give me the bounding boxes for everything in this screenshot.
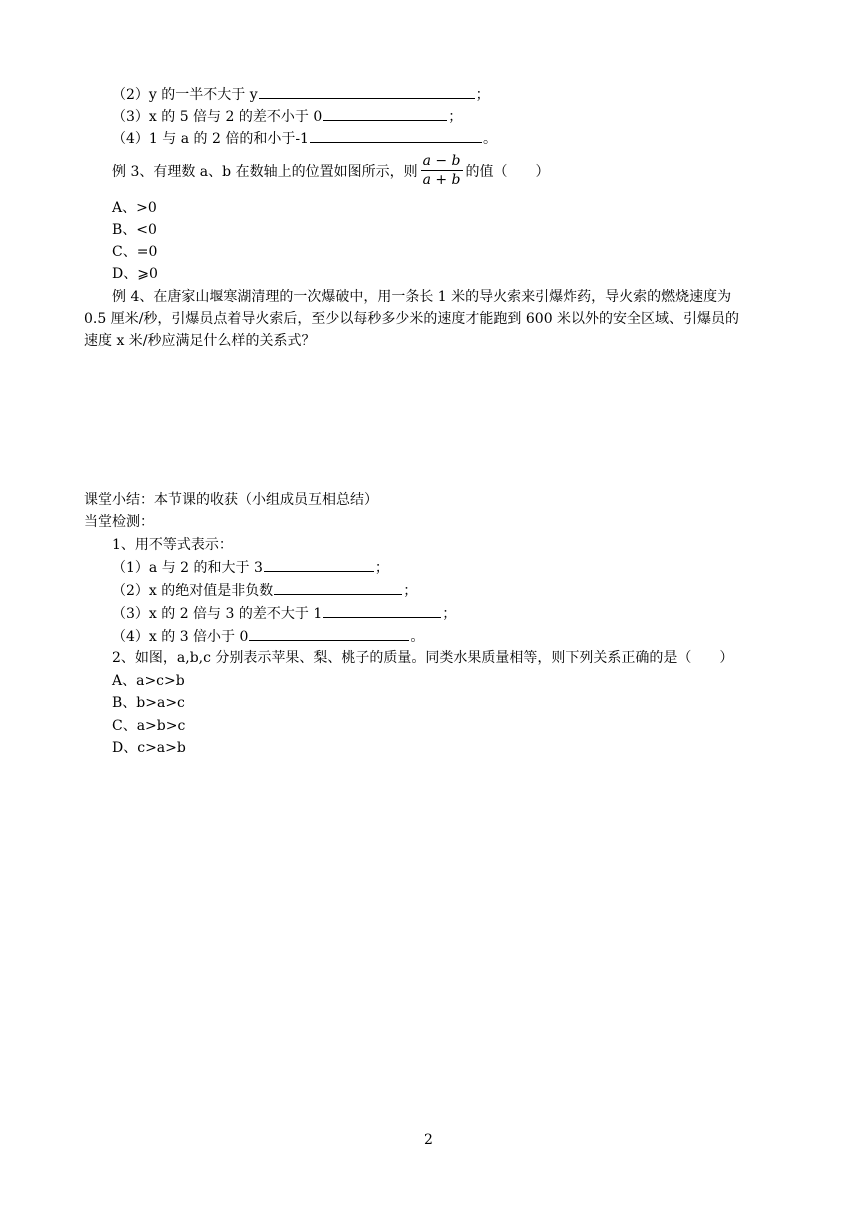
q2-option-a[interactable]: A、a>c>b bbox=[112, 673, 185, 689]
item-2: （2）y 的一半不大于 y ； bbox=[112, 84, 490, 105]
example-4-line-3: 速度 x 米/秒应满足什么样的关系式？ bbox=[84, 333, 316, 349]
answer-blank[interactable] bbox=[259, 84, 475, 99]
example-3: 例 3、有理数 a、b 在数轴上的位置如图所示，则 $\frac{a - b}{a + b}$ 的值（ ） bbox=[112, 152, 550, 188]
q2-option-b[interactable]: B、b>a>c bbox=[112, 695, 185, 711]
example-4-line-2: 0.5 厘米/秒，引爆员点着导火索后，至少以每秒多少米的速度才能跑到 600 米以外的安全区域、引爆员的 bbox=[84, 311, 740, 327]
class-summary: 课堂小结：本节课的收获（小组成员互相总结） bbox=[84, 492, 378, 508]
answer-blank[interactable] bbox=[323, 603, 441, 618]
question-1-item-1: （1）a 与 2 的和大于 3 ； bbox=[112, 557, 389, 578]
answer-blank[interactable] bbox=[323, 106, 447, 121]
item-3: （3）x 的 5 倍与 2 的差不小于 0 ； bbox=[112, 106, 462, 127]
option-b[interactable]: B、<0 bbox=[112, 222, 157, 238]
option-d[interactable]: D、⩾0 bbox=[112, 266, 158, 282]
question-1-item-4: （4）x 的 3 倍小于 0 。 bbox=[112, 626, 424, 647]
answer-blank[interactable] bbox=[310, 128, 482, 143]
question-1-item-3: （3）x 的 2 倍与 3 的差不大于 1 ； bbox=[112, 603, 456, 624]
q2-option-d[interactable]: D、c>a>b bbox=[112, 740, 186, 756]
page-number: 2 bbox=[424, 1132, 433, 1148]
check-title: 当堂检测： bbox=[84, 514, 154, 530]
q2-option-c[interactable]: C、a>b>c bbox=[112, 718, 186, 734]
item-4: （4）1 与 a 的 2 倍的和小于-1 。 bbox=[112, 128, 497, 149]
question-1-title: 1、用不等式表示： bbox=[112, 537, 233, 553]
answer-blank[interactable] bbox=[274, 580, 402, 595]
option-a[interactable]: A、>0 bbox=[112, 200, 157, 216]
option-c[interactable]: C、=0 bbox=[112, 244, 158, 260]
answer-blank[interactable] bbox=[249, 626, 409, 641]
question-2-title: 2、如图，a,b,c 分别表示苹果、梨、桃子的质量。同类水果质量相等，则下列关系正确的是（ ） bbox=[112, 650, 734, 666]
fraction: $\frac{a - b}{a + b}$ bbox=[422, 152, 461, 188]
example-4-line-1: 例 4、在唐家山堰寒湖清理的一次爆破中，用一条长 1 米的导火索来引爆炸药，导火索的燃烧速度为 bbox=[112, 289, 732, 305]
answer-blank[interactable] bbox=[264, 557, 374, 572]
question-1-item-2: （2）x 的绝对值是非负数 ； bbox=[112, 580, 417, 601]
